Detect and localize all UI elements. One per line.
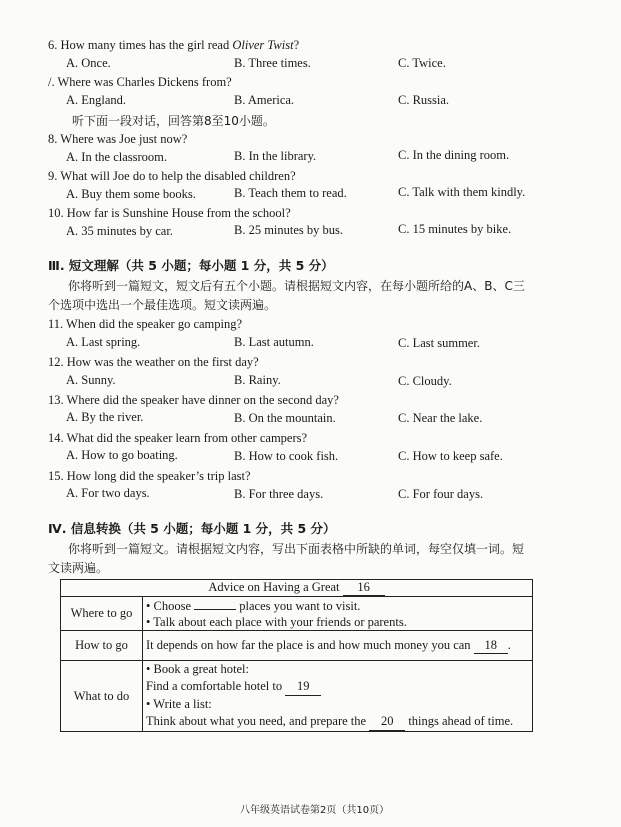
what-line-2 xyxy=(146,678,529,696)
q14-option-b: B. How to cook fish. xyxy=(234,449,339,463)
row-content-how: It depends on how far the place is and how much money you can 18 . xyxy=(143,631,533,661)
q13-option-c: C. Near the lake. xyxy=(398,411,483,425)
q8-option-a: A. In the classroom. xyxy=(66,150,168,164)
question-12-stem: 12. How was the weather on the first day? xyxy=(48,355,259,369)
blank-18-number: 18 xyxy=(484,637,497,652)
question-6-italic-title: Oliver Twist xyxy=(232,38,294,52)
where-line-1 xyxy=(146,598,529,614)
where-line-2: • Talk about each place with your friends or parents. xyxy=(146,614,407,629)
q15-option-c: C. For four days. xyxy=(398,487,484,501)
blank-19[interactable] xyxy=(285,678,321,696)
blank-17[interactable] xyxy=(194,609,236,610)
section-3-title: Ⅲ. 短文理解（共 5 小题；每小题 1 分，共 5 分） xyxy=(48,258,334,273)
table-header-text: Advice on Having a Great xyxy=(208,580,340,594)
q15-option-b: B. For three days. xyxy=(234,487,324,501)
blank-19-number: 19 xyxy=(296,679,310,693)
q6-option-a: A. Once. xyxy=(66,56,111,70)
q10-option-a: A. 35 minutes by car. xyxy=(66,224,173,238)
question-13-stem: 13. Where did the speaker have dinner on the second day? xyxy=(48,393,339,407)
question-7-stem: /. Where was Charles Dickens from? xyxy=(48,75,232,89)
q6-option-b: B. Three times. xyxy=(234,56,311,70)
blank-20-number: 20 xyxy=(380,714,394,728)
row-content-where xyxy=(143,597,533,631)
q9-option-a: A. Buy them some books. xyxy=(66,187,196,201)
q9-option-c: C. Talk with them kindly. xyxy=(398,185,526,199)
what-find-hotel-text: Find a comfortable hotel to xyxy=(146,679,283,693)
question-6-stem-text: 6. How many times has the girl read xyxy=(48,38,233,52)
section-3-instructions-line2: 个选项中选出一个最佳选项。短文读两遍。 xyxy=(48,298,277,312)
q10-option-c: C. 15 minutes by bike. xyxy=(398,222,512,236)
q12-option-b: B. Rainy. xyxy=(234,373,281,387)
blank-20[interactable] xyxy=(369,713,405,731)
q10-option-b: B. 25 minutes by bus. xyxy=(234,223,344,237)
q14-option-a: A. How to go boating. xyxy=(66,448,178,462)
q7-option-a: A. England. xyxy=(66,93,127,107)
q14-option-c: C. How to keep safe. xyxy=(398,449,503,463)
section-4-instructions-line1: 你将听到一篇短文。请根据短文内容，写出下面表格中所缺的单词，每空仅填一词。短 xyxy=(68,542,525,556)
table-row-what xyxy=(61,661,533,732)
question-9-stem: 9. What will Joe do to help the disabled children? xyxy=(48,169,296,183)
where-choose-text: • Choose xyxy=(146,598,192,613)
row-label-where: Where to go xyxy=(61,597,143,631)
section-4-instructions-line2: 文读两遍。 xyxy=(48,561,109,575)
q13-option-b: B. On the mountain. xyxy=(234,411,336,425)
q6-option-c: C. Twice. xyxy=(398,56,446,70)
question-14-stem: 14. What did the speaker learn from other campers? xyxy=(48,431,308,445)
row-label-what: What to do xyxy=(61,661,143,732)
question-15-stem: 15. How long did the speaker’s trip last? xyxy=(48,469,251,483)
section-3-instructions-line1: 你将听到一篇短文，短文后有五个小题。请根据短文内容，在每小题所给的A、B、C三 xyxy=(68,279,525,293)
info-table xyxy=(60,579,533,732)
what-line-1: • Book a great hotel: xyxy=(146,662,249,676)
blank-16-number: 16 xyxy=(357,580,370,594)
table-header-row xyxy=(61,580,533,597)
q13-option-a: A. By the river. xyxy=(66,410,144,424)
section-4-title: Ⅳ. 信息转换（共 5 小题；每小题 1 分，共 5 分） xyxy=(48,521,336,536)
q8-option-b: B. In the library. xyxy=(234,149,317,163)
q11-option-a: A. Last spring. xyxy=(66,335,141,349)
q7-option-c: C. Russia. xyxy=(398,93,450,107)
q12-option-c: C. Cloudy. xyxy=(398,374,452,388)
question-6-stem-end: ? xyxy=(293,38,300,52)
what-line-4 xyxy=(146,713,529,731)
how-text: It depends on how far the place is and how much money you can xyxy=(146,637,471,652)
question-6-stem xyxy=(48,38,299,53)
q11-option-b: B. Last autumn. xyxy=(234,335,314,349)
q15-option-a: A. For two days. xyxy=(66,486,150,500)
table-row-how xyxy=(61,631,533,661)
q11-option-c: C. Last summer. xyxy=(398,336,480,350)
q7-option-b: B. America. xyxy=(234,93,295,107)
blank-18[interactable] xyxy=(474,638,508,654)
q12-option-a: A. Sunny. xyxy=(66,373,116,387)
row-label-how: How to go xyxy=(61,631,143,661)
page-footer: 八年级英语试卷第2页（共10页） xyxy=(240,805,390,816)
dialogue-note: 听下面一段对话，回答第8至10小题。 xyxy=(72,114,275,128)
what-ahead-text: things ahead of time. xyxy=(408,714,514,728)
what-prepare-text: Think about what you need, and prepare the xyxy=(146,714,367,728)
what-line-3: • Write a list: xyxy=(146,697,212,711)
table-row-where xyxy=(61,597,533,631)
q9-option-b: B. Teach them to read. xyxy=(234,186,347,200)
q8-option-c: C. In the dining room. xyxy=(398,148,510,162)
question-11-stem: 11. When did the speaker go camping? xyxy=(48,317,243,331)
table-header-cell xyxy=(61,580,533,597)
where-places-text: places you want to visit. xyxy=(239,598,361,613)
question-8-stem: 8. Where was Joe just now? xyxy=(48,132,188,146)
blank-16[interactable] xyxy=(343,580,385,596)
row-content-what xyxy=(143,661,533,732)
question-10-stem: 10. How far is Sunshine House from the school? xyxy=(48,206,291,220)
